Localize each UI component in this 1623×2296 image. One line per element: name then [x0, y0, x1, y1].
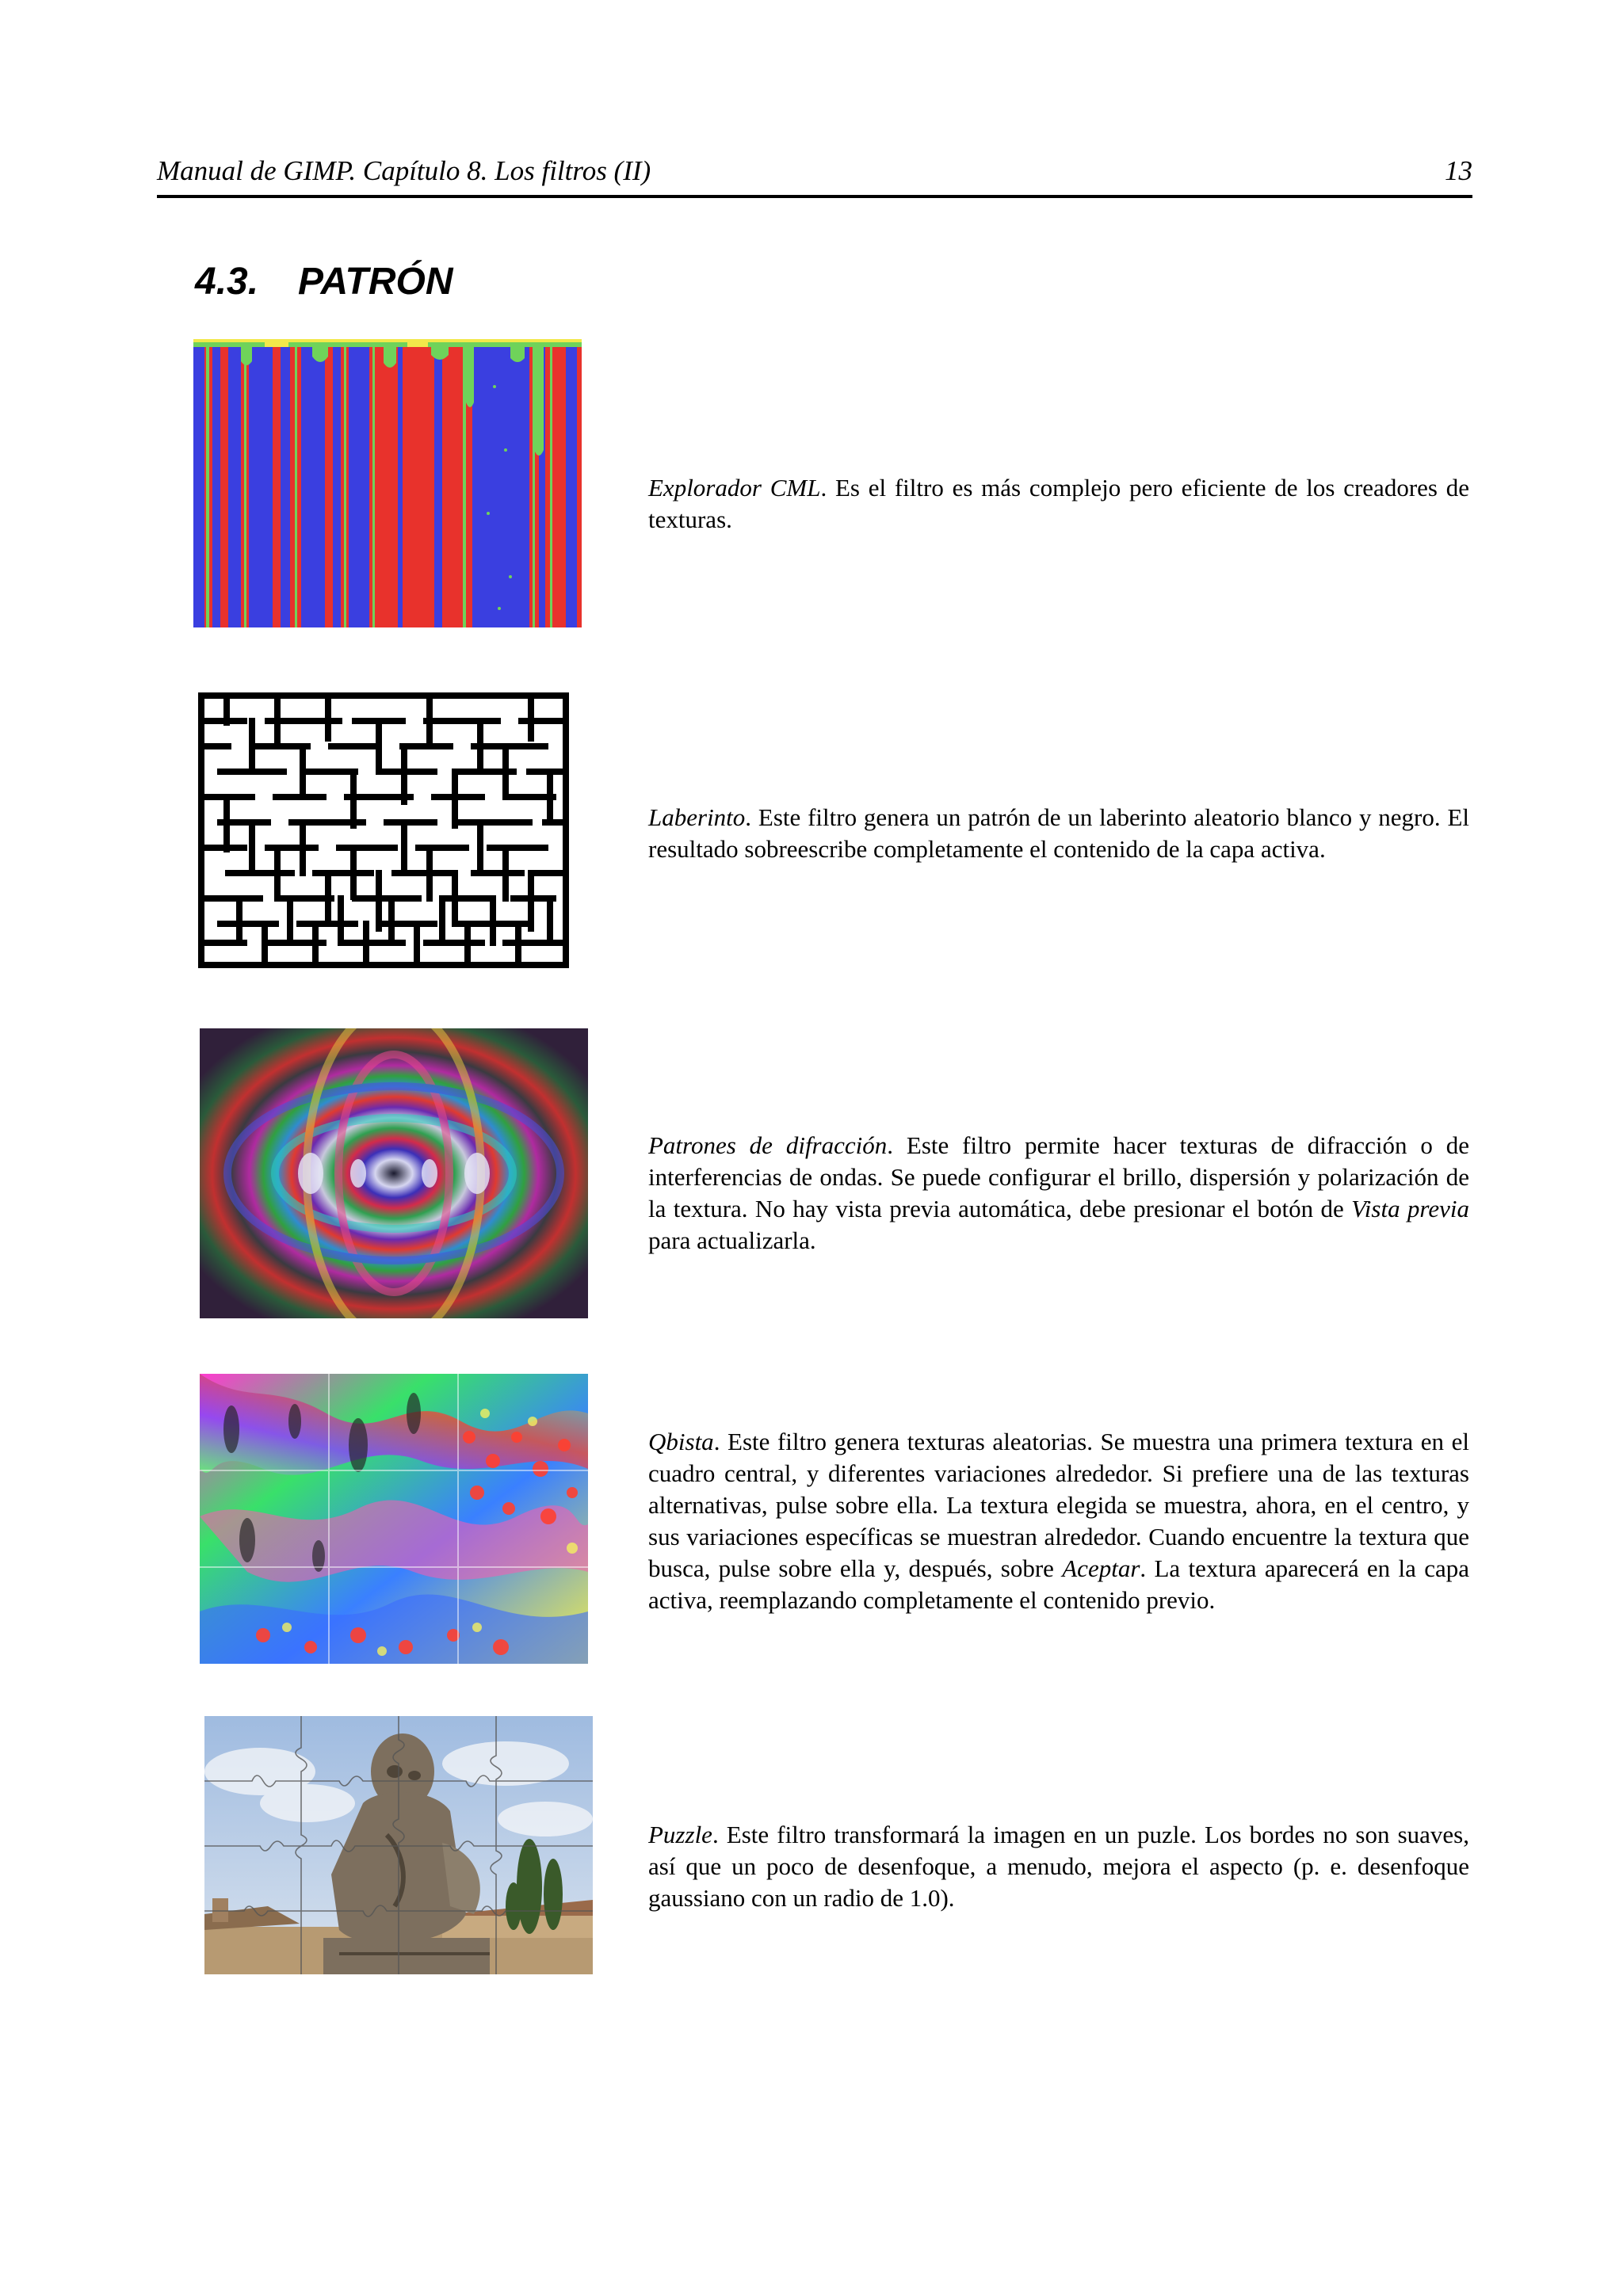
filter-description-qbista: Qbista. Este filtro genera texturas aleatorias. Se muestra una primera textura en el cuadro central, y diferentes variaciones alrededor. Si prefiere una de las texturas alternativas, pulse sobre ella. La textura elegida se muestra, ahora, en el centro, y sus variaciones específicas se muestran alrededor. Cuando encuentre la textura que busca, pulse sobre ella y, después, sobre Aceptar. La textura aparecerá en la capa activa, reemplazando completamente el contenido previo.: [648, 1428, 1469, 1614]
section-title: PATRÓN: [298, 261, 453, 303]
filter-description-diffraction: Patrones de difracción. Este filtro permite hacer texturas de difracción o de interferencias de ondas. Se puede configurar el brillo, dispersión y polarización de la textura. No hay vista previa automática, debe presionar el botón de Vista previa para actualizarla.: [648, 1131, 1469, 1254]
filter-description-cml: Explorador CML. Es el filtro es más complejo pero eficiente de los creadores de texturas.: [648, 474, 1469, 533]
filter-name: Explorador CML: [648, 474, 821, 502]
filter-description-maze: Laberinto. Este filtro genera un patrón de un laberinto aleatorio blanco y negro. El resultado sobreescribe completamente el contenido de la capa activa.: [648, 803, 1469, 863]
filter-name: Patrones de difracción: [648, 1131, 888, 1159]
filter-description-puzzle: Puzzle. Este filtro transformará la imagen en un puzle. Los bordes no son suaves, así que un poco de desenfoque, a menudo, mejora el aspecto (p. e. desenfoque gaussiano con un radio de 1.0).: [648, 1821, 1469, 1912]
filter-name: Puzzle: [648, 1821, 712, 1848]
accept-button-reference: Aceptar: [1062, 1554, 1140, 1582]
section-heading: [195, 260, 453, 303]
document-title: Manual de GIMP. Capítulo 8. Los filtros (II): [157, 155, 651, 186]
maze-image: [197, 691, 571, 970]
page-number: 13: [1445, 155, 1472, 186]
diffraction-pattern-image: [200, 1028, 588, 1318]
section-number: 4.3.: [195, 261, 259, 303]
page-header: [157, 152, 1472, 198]
filter-name: Laberinto: [648, 803, 746, 831]
puzzle-lion-image: [204, 1716, 593, 1974]
preview-button-reference: Vista previa: [1351, 1195, 1469, 1222]
cml-explorer-image: [193, 339, 582, 627]
qbista-texture-image: [200, 1374, 588, 1664]
filter-name: Qbista: [648, 1428, 714, 1455]
